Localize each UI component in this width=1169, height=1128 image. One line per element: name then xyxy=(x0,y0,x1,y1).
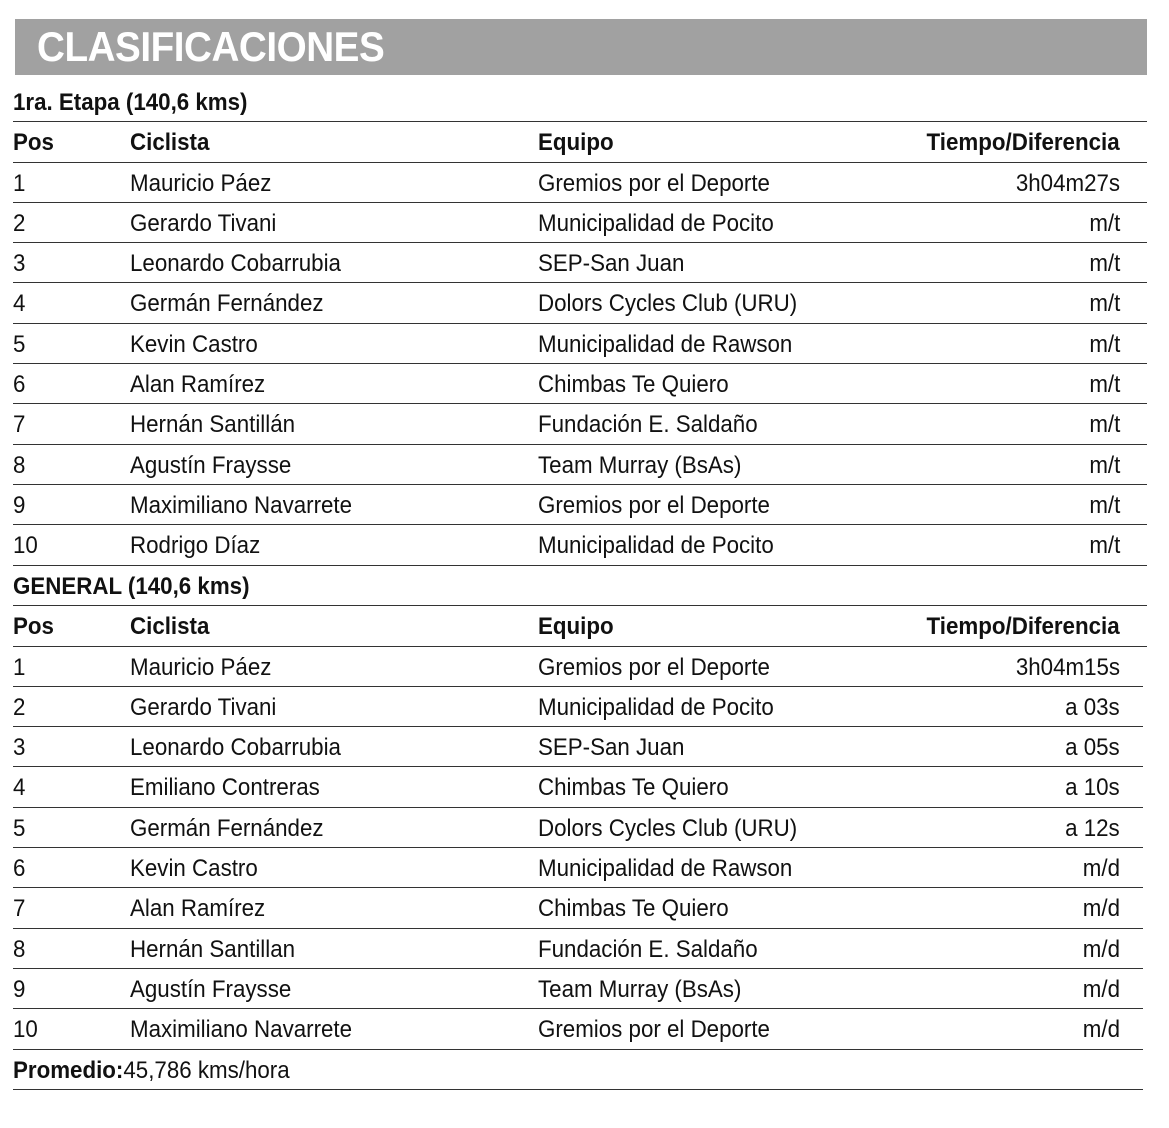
time-cell: m/t xyxy=(1089,371,1120,399)
time-cell: m/t xyxy=(1089,290,1120,318)
table-row xyxy=(13,888,1143,928)
average-speed-value: 45,786 kms/hora xyxy=(123,1056,290,1084)
team-cell: Municipalidad de Pocito xyxy=(538,209,774,237)
table-row xyxy=(13,647,1143,687)
time-cell: m/d xyxy=(1082,935,1120,963)
team-cell: Fundación E. Saldaño xyxy=(538,411,758,439)
team-cell: Chimbas Te Quiero xyxy=(538,371,729,399)
page-title: CLASIFICACIONES xyxy=(37,23,385,70)
time-cell: m/t xyxy=(1089,250,1120,278)
position-cell: 6 xyxy=(13,371,26,399)
position-cell: 3 xyxy=(13,250,26,278)
time-cell: m/d xyxy=(1082,1016,1120,1044)
position-cell: 5 xyxy=(13,330,26,358)
rider-name-cell: Gerardo Tivani xyxy=(130,209,277,237)
column-header-name: Ciclista xyxy=(130,129,210,157)
stage-table-header xyxy=(13,122,1147,162)
stage-heading-text: 1ra. Etapa (140,6 kms) xyxy=(13,89,248,116)
rider-name-cell: Emiliano Contreras xyxy=(130,774,320,802)
team-cell: Gremios por el Deporte xyxy=(538,1016,770,1044)
general-heading xyxy=(13,566,1147,606)
table-row xyxy=(13,364,1147,404)
team-cell: SEP-San Juan xyxy=(538,250,685,278)
table-row xyxy=(13,283,1147,323)
column-header-name: Ciclista xyxy=(130,613,210,641)
time-cell: m/t xyxy=(1089,411,1120,439)
team-cell: SEP-San Juan xyxy=(538,734,685,762)
rider-name-cell: Germán Fernández xyxy=(130,814,324,842)
stage-table-body xyxy=(13,163,1147,566)
rider-name-cell: Alan Ramírez xyxy=(130,895,266,923)
rider-name-cell: Maximiliano Navarrete xyxy=(130,491,353,519)
team-cell: Municipalidad de Pocito xyxy=(538,532,774,560)
average-speed-label: Promedio: xyxy=(13,1056,124,1084)
team-cell: Gremios por el Deporte xyxy=(538,491,770,519)
position-cell: 7 xyxy=(13,895,26,923)
position-cell: 2 xyxy=(13,209,26,237)
team-cell: Team Murray (BsAs) xyxy=(538,975,742,1003)
rider-name-cell: Germán Fernández xyxy=(130,290,324,318)
average-speed xyxy=(13,1050,1143,1090)
rider-name-cell: Leonardo Cobarrubia xyxy=(130,734,341,762)
time-cell: m/t xyxy=(1089,209,1120,237)
table-row xyxy=(13,404,1147,444)
table-row xyxy=(13,848,1143,888)
general-heading-text: GENERAL (140,6 kms) xyxy=(13,573,250,600)
position-cell: 10 xyxy=(13,1016,38,1044)
position-cell: 7 xyxy=(13,411,26,439)
position-cell: 4 xyxy=(13,774,26,802)
table-row xyxy=(13,324,1147,364)
time-cell: a 05s xyxy=(1065,734,1120,762)
team-cell: Chimbas Te Quiero xyxy=(538,774,729,802)
time-cell: a 12s xyxy=(1065,814,1120,842)
table-row xyxy=(13,929,1143,969)
table-row xyxy=(13,969,1143,1009)
rider-name-cell: Agustín Fraysse xyxy=(130,975,292,1003)
position-cell: 8 xyxy=(13,935,26,963)
team-cell: Gremios por el Deporte xyxy=(538,169,770,197)
table-row xyxy=(13,525,1147,565)
team-cell: Fundación E. Saldaño xyxy=(538,935,758,963)
time-cell: 3h04m15s xyxy=(1015,653,1120,681)
table-row xyxy=(13,163,1147,203)
column-header-pos: Pos xyxy=(13,129,54,157)
average-speed-text xyxy=(13,1051,290,1091)
table-row xyxy=(13,687,1143,727)
position-cell: 9 xyxy=(13,491,26,519)
time-cell: m/t xyxy=(1089,451,1120,479)
time-cell: 3h04m27s xyxy=(1015,169,1120,197)
table-row xyxy=(13,727,1143,767)
table-row xyxy=(13,485,1147,525)
stage-classification xyxy=(13,82,1147,566)
table-row xyxy=(13,445,1147,485)
time-cell: m/t xyxy=(1089,532,1120,560)
rider-name-cell: Kevin Castro xyxy=(130,330,258,358)
position-cell: 4 xyxy=(13,290,26,318)
rider-name-cell: Hernán Santillan xyxy=(130,935,296,963)
position-cell: 3 xyxy=(13,734,26,762)
team-cell: Chimbas Te Quiero xyxy=(538,895,729,923)
rider-name-cell: Maximiliano Navarrete xyxy=(130,1016,353,1044)
position-cell: 10 xyxy=(13,532,38,560)
time-cell: m/d xyxy=(1082,895,1120,923)
position-cell: 1 xyxy=(13,169,26,197)
rider-name-cell: Mauricio Páez xyxy=(130,653,272,681)
general-classification xyxy=(13,566,1143,1090)
table-row xyxy=(13,767,1143,807)
table-row xyxy=(13,243,1147,283)
position-cell: 1 xyxy=(13,653,26,681)
team-cell: Team Murray (BsAs) xyxy=(538,451,742,479)
rider-name-cell: Agustín Fraysse xyxy=(130,451,292,479)
time-cell: a 10s xyxy=(1065,774,1120,802)
rider-name-cell: Mauricio Páez xyxy=(130,169,272,197)
position-cell: 9 xyxy=(13,975,26,1003)
position-cell: 5 xyxy=(13,814,26,842)
column-header-time: Tiempo/Diferencia xyxy=(926,129,1120,157)
team-cell: Dolors Cycles Club (URU) xyxy=(538,290,798,318)
time-cell: m/t xyxy=(1089,491,1120,519)
position-cell: 6 xyxy=(13,855,26,883)
table-row xyxy=(13,1009,1143,1049)
rider-name-cell: Alan Ramírez xyxy=(130,371,266,399)
rider-name-cell: Rodrigo Díaz xyxy=(130,532,261,560)
team-cell: Municipalidad de Rawson xyxy=(538,330,793,358)
column-header-pos: Pos xyxy=(13,613,54,641)
team-cell: Municipalidad de Pocito xyxy=(538,693,774,721)
rider-name-cell: Hernán Santillán xyxy=(130,411,296,439)
rider-name-cell: Gerardo Tivani xyxy=(130,693,277,721)
position-cell: 8 xyxy=(13,451,26,479)
rider-name-cell: Kevin Castro xyxy=(130,855,258,883)
general-table-header xyxy=(13,606,1147,646)
time-cell: m/d xyxy=(1082,855,1120,883)
team-cell: Gremios por el Deporte xyxy=(538,653,770,681)
stage-heading xyxy=(13,82,1147,122)
time-cell: a 03s xyxy=(1065,693,1120,721)
title-bar xyxy=(15,19,1147,75)
column-header-team: Equipo xyxy=(538,129,614,157)
team-cell: Dolors Cycles Club (URU) xyxy=(538,814,798,842)
column-header-team: Equipo xyxy=(538,613,614,641)
general-table-body xyxy=(13,647,1143,1050)
rider-name-cell: Leonardo Cobarrubia xyxy=(130,250,341,278)
table-row xyxy=(13,808,1143,848)
table-row xyxy=(13,203,1147,243)
column-header-time: Tiempo/Diferencia xyxy=(926,613,1120,641)
time-cell: m/t xyxy=(1089,330,1120,358)
position-cell: 2 xyxy=(13,693,26,721)
time-cell: m/d xyxy=(1082,975,1120,1003)
team-cell: Municipalidad de Rawson xyxy=(538,855,793,883)
